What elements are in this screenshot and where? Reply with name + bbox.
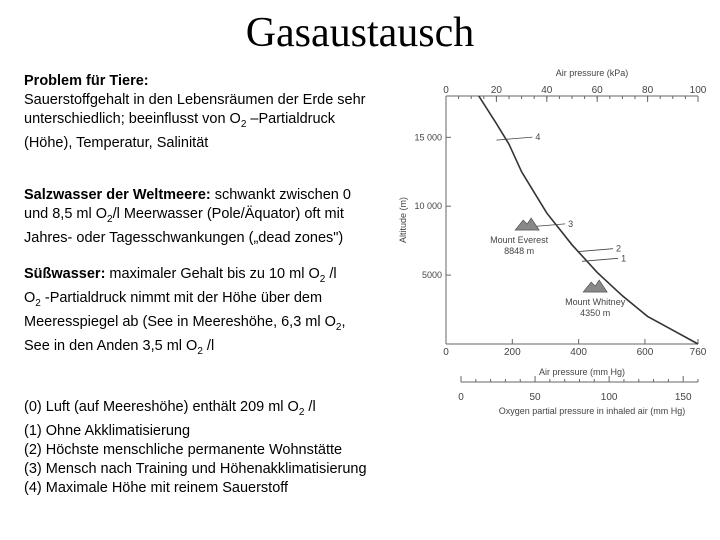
saltwater-line-2b: /l Meerwasser (Pole/Äquator) oft mit <box>112 206 344 222</box>
slide-title: Gasaustausch <box>245 10 475 56</box>
peak-height: 8848 m <box>504 246 535 257</box>
peak-height: 4350 m <box>580 308 611 319</box>
legend-item-1: (1) Ohne Akklimatisierung <box>24 422 191 439</box>
o2-tick-label: 100 <box>600 392 618 403</box>
subscript: 2 <box>335 321 342 333</box>
legend-item-0b: /l <box>304 399 316 415</box>
paragraph-problem <box>24 72 414 153</box>
freshwater-line-4b: /l <box>202 337 215 354</box>
subscript: 2 <box>107 213 113 225</box>
saltwater-line-1: schwankt zwischen 0 <box>210 187 351 203</box>
legend-item-0: (0) Luft (auf Meereshöhe) enthält 209 ml O <box>24 399 299 415</box>
freshwater-line-1: maximaler Gehalt bis zu 10 ml O <box>105 266 320 282</box>
problem-line-3b: –Partialdruck <box>246 111 336 127</box>
legend-item-3: (3) Mensch nach Training und Höhenakklimatisierung <box>24 460 367 477</box>
mountain-icon <box>515 218 539 230</box>
saltwater-line-2: und 8,5 ml O <box>24 206 108 222</box>
saltwater-heading: Salzwasser der Weltmeere: <box>24 187 211 203</box>
freshwater-line-3b: , <box>341 313 346 330</box>
legend-list <box>24 398 414 498</box>
subscript: 2 <box>35 297 41 309</box>
o2-tick-label: 0 <box>458 392 464 403</box>
freshwater-line-1b: /l <box>325 266 337 282</box>
o2-tick-label: 50 <box>529 392 541 403</box>
o2-axis-title: Oxygen partial pressure in inhaled air (mm Hg) <box>498 406 686 416</box>
paragraph-saltwater <box>24 186 414 248</box>
saltwater-line-3: Jahres- oder Tagesschwankungen („dead zones") <box>24 229 344 246</box>
problem-line-4: (Höhe), Temperatur, Salinität <box>24 134 209 151</box>
freshwater-line-4: See in den Anden 3,5 ml O <box>24 337 198 354</box>
freshwater-heading: Süßwasser: <box>24 266 106 282</box>
freshwater-line-2b: -Partialdruck nimmt mit der Höhe über dem <box>40 289 323 306</box>
top-tick-label: 60 <box>591 85 603 96</box>
o2-tick-label: 150 <box>674 392 692 403</box>
altitude-pressure-chart <box>398 56 716 428</box>
top-tick-label: 100 <box>689 85 707 96</box>
bottom-tick-label: 0 <box>443 347 449 358</box>
marker-line <box>582 258 618 261</box>
peak-name: Mount Everest <box>490 235 549 246</box>
marker-label: 4 <box>535 132 541 143</box>
y-tick-label: 5000 <box>421 270 442 281</box>
legend-item-4: (4) Maximale Höhe mit reinem Sauerstoff <box>24 479 289 496</box>
top-tick-label: 80 <box>642 85 654 96</box>
mountain-icon <box>583 280 607 292</box>
top-tick-label: 20 <box>490 85 502 96</box>
top-axis-title: Air pressure (kPa) <box>555 68 629 78</box>
subscript: 2 <box>197 345 203 357</box>
bottom-tick-label: 600 <box>636 347 654 358</box>
y-axis-title: Altitude (m) <box>398 196 408 244</box>
marker-line <box>577 249 613 252</box>
marker-line <box>496 137 532 140</box>
marker-label: 3 <box>568 218 574 229</box>
top-tick-label: 40 <box>541 85 553 96</box>
problem-line-3: unterschiedlich; beeinflusst von O <box>24 111 241 127</box>
bottom-axis-title: Air pressure (mm Hg) <box>538 367 626 377</box>
legend-item-2: (2) Höchste menschliche permanente Wohnstätte <box>24 441 343 458</box>
marker-label: 1 <box>621 253 627 264</box>
problem-heading: Problem für Tiere: <box>24 73 149 89</box>
subscript: 2 <box>319 273 326 285</box>
freshwater-line-2: O <box>24 289 36 306</box>
paragraph-freshwater <box>24 265 414 361</box>
problem-line-2: Sauerstoffgehalt in den Lebensräumen der Erde sehr <box>24 92 366 108</box>
subscript: 2 <box>240 118 247 130</box>
bottom-tick-label: 400 <box>570 347 587 358</box>
y-tick-label: 10 000 <box>414 201 442 212</box>
y-tick-label: 15 000 <box>414 132 442 143</box>
freshwater-line-3: Meeresspiegel ab (See in Meereshöhe, 6,3 ml O <box>24 313 336 330</box>
subscript: 2 <box>298 406 305 418</box>
top-tick-label: 0 <box>443 85 449 96</box>
marker-label: 2 <box>616 243 622 254</box>
bottom-tick-label: 200 <box>503 347 521 358</box>
bottom-tick-label: 760 <box>689 347 707 358</box>
peak-name: Mount Whitney <box>565 297 626 308</box>
